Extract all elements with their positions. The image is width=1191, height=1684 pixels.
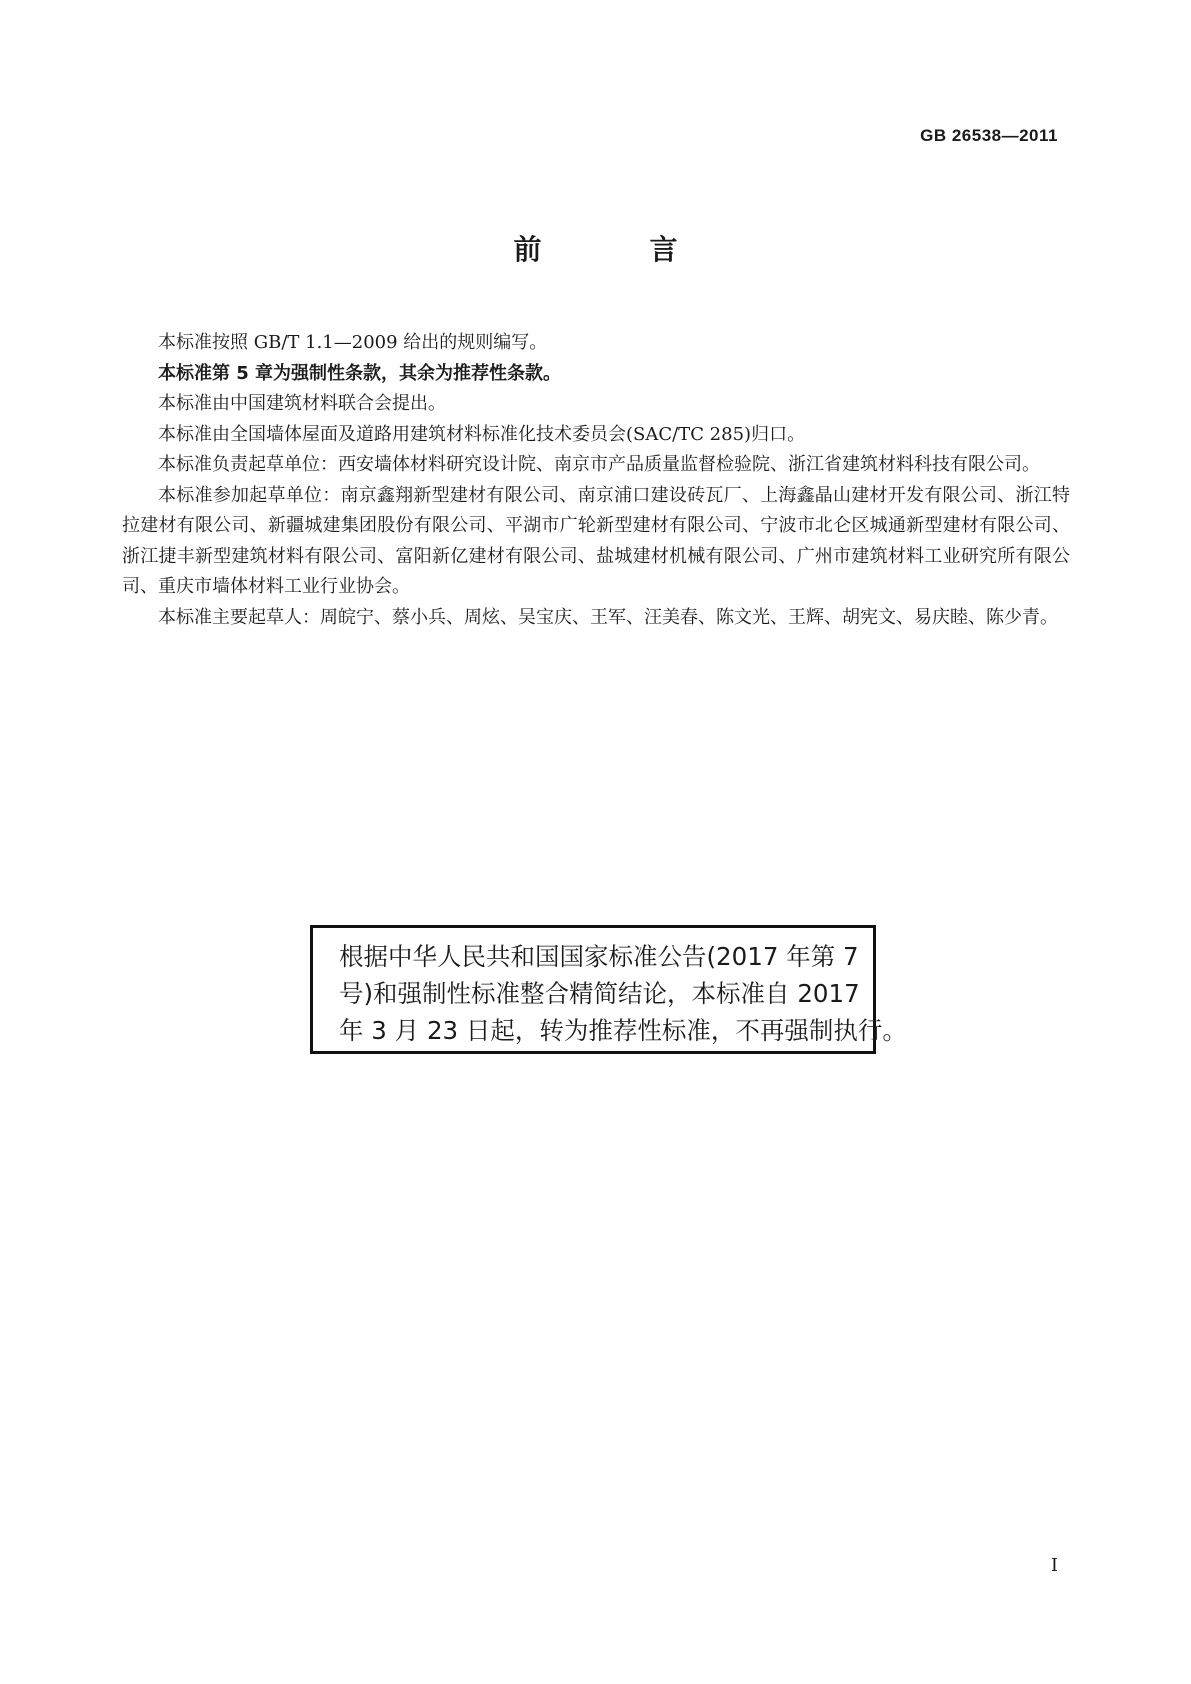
- notice-line: 年 3 月 23 日起，转为推荐性标准，不再强制执行。: [339, 1016, 907, 1045]
- paragraph-technical-committee: 本标准由全国墙体屋面及道路用建筑材料标准化技术委员会(SAC/TC 285)归口。: [158, 423, 806, 445]
- paragraph-main-drafters: 本标准主要起草人：周皖宁、蔡小兵、周炫、吴宝庆、王军、汪美春、陈文光、王辉、胡宪文、易庆睦、陈少青。: [158, 606, 1058, 628]
- paragraph-lead-drafting-units: 本标准负责起草单位：西安墙体材料研究设计院、南京市产品质量监督检验院、浙江省建筑材料科技有限公司。: [158, 454, 1040, 475]
- foreword-body: [122, 328, 1070, 633]
- notice-box: [310, 925, 907, 1054]
- paragraph-proposer: 本标准由中国建筑材料联合会提出。: [158, 393, 446, 414]
- paragraph-participating-drafting-units: 本标准参加起草单位：南京鑫翔新型建材有限公司、南京浦口建设砖瓦厂、上海鑫晶山建材开发有限公司、浙江特拉建材有限公司、新疆城建集团股份有限公司、平湖市广轮新型建材有限公司、宁波市北仑区城通新型建材有限公司、浙江捷丰新型建筑材料有限公司、富阳新亿建材有限公司、盐城建材机械有限公司、广州市建筑材料工业研究所有限公司、重庆市墙体材料工业行业协会。: [122, 484, 1070, 597]
- paragraph-mandatory-clause: 本标准第 5 章为强制性条款，其余为推荐性条款。: [158, 362, 562, 384]
- notice-line: 根据中华人民共和国国家标准公告(2017 年第 7: [339, 942, 859, 971]
- page-title: 前 言: [513, 233, 718, 266]
- page-number: I: [1050, 1555, 1058, 1576]
- standard-number: GB 26538—2011: [920, 126, 1058, 145]
- notice-line: 号)和强制性标准整合精简结论，本标准自 2017: [339, 979, 860, 1008]
- paragraph-drafting-rules: 本标准按照 GB/T 1.1—2009 给出的规则编写。: [158, 332, 548, 353]
